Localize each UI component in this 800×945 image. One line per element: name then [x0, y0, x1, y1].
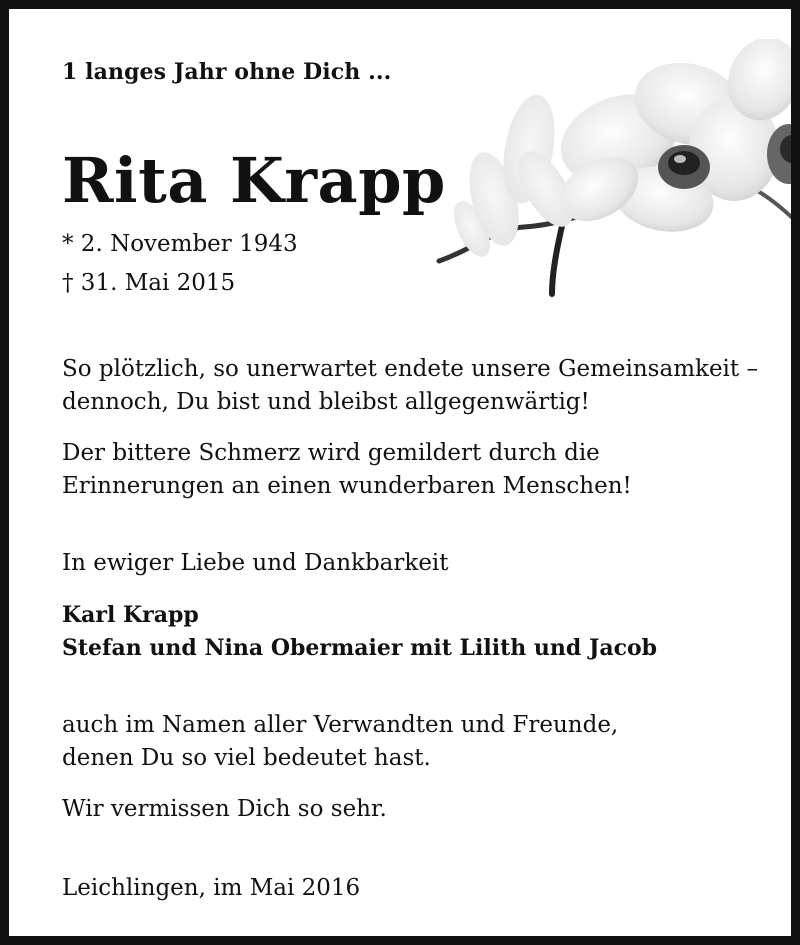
- text-line: Der bittere Schmerz wird gemildert durch die: [62, 440, 600, 466]
- text-line: denen Du so viel bedeutet hast.: [62, 745, 431, 771]
- birth-date: * 2. November 1943: [62, 231, 298, 257]
- text-line: dennoch, Du bist und bleibst allgegenwärtig!: [62, 389, 590, 415]
- text-line: auch im Namen aller Verwandten und Freunde,: [62, 712, 619, 738]
- paragraph-relatives: [62, 709, 618, 775]
- death-date: † 31. Mai 2015: [62, 270, 236, 296]
- deceased-name: Rita Krapp: [62, 144, 446, 217]
- mourner-name: Stefan und Nina Obermaier mit Lilith und Jacob: [62, 635, 658, 661]
- text-line: So plötzlich, so unerwartet endete unsere Gemeinsamkeit –: [62, 356, 758, 382]
- orchid-flower-icon: [434, 39, 800, 309]
- mourners-list: [62, 599, 657, 665]
- closing-line: In ewiger Liebe und Dankbarkeit: [62, 550, 449, 576]
- mourner-name: Karl Krapp: [62, 602, 199, 628]
- place-and-date: Leichlingen, im Mai 2016: [62, 875, 361, 901]
- paragraph-miss: Wir vermissen Dich so sehr.: [62, 796, 387, 822]
- paragraph-sudden: [62, 353, 758, 419]
- paragraph-pain: [62, 437, 632, 503]
- tagline: 1 langes Jahr ohne Dich ...: [62, 59, 392, 85]
- text-line: Erinnerungen an einen wunderbaren Menschen!: [62, 473, 632, 499]
